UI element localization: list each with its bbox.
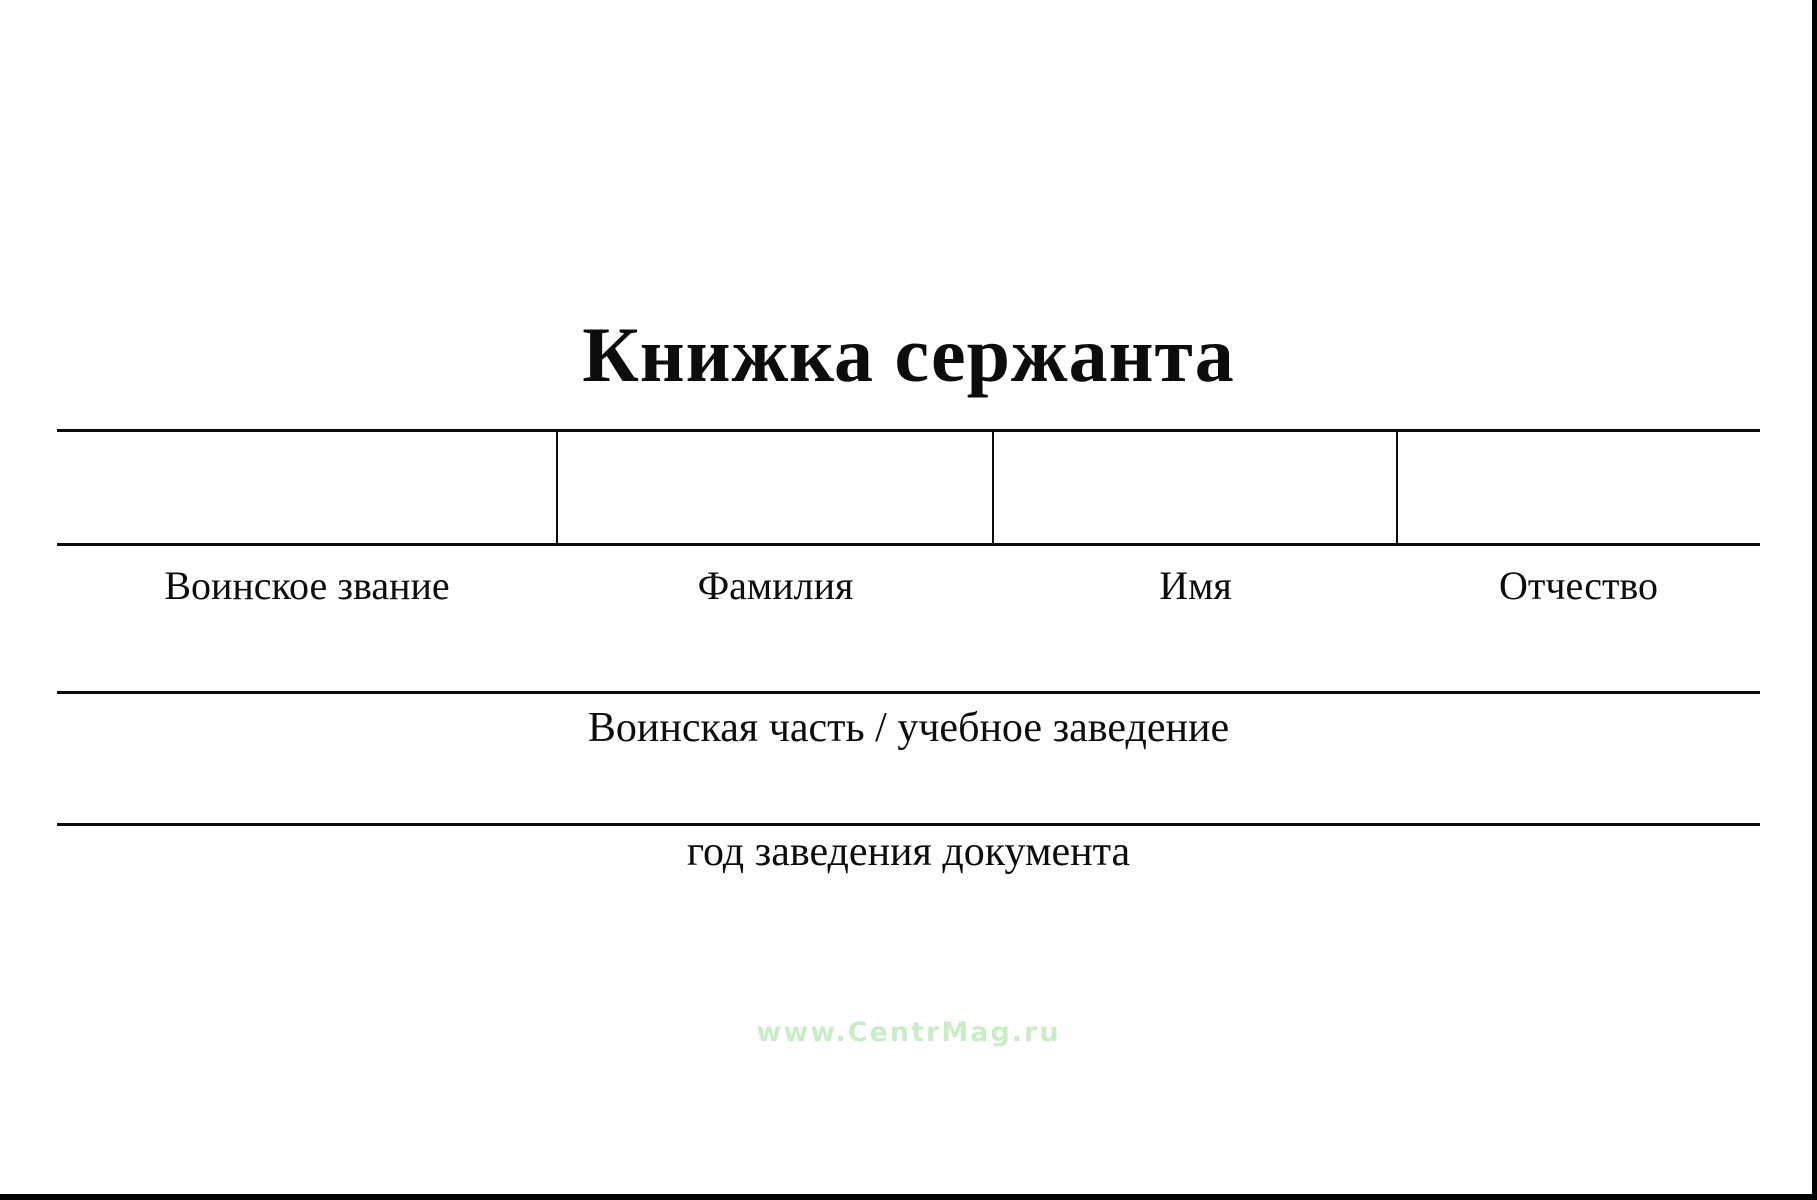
bottom-edge-bar xyxy=(0,1194,1817,1200)
blank-field-military-unit xyxy=(57,618,1760,688)
column-label-patronymic: Отчество xyxy=(1498,563,1659,608)
blank-cell-military-rank xyxy=(57,432,557,543)
watermark-text: www.CentrMag.ru xyxy=(756,1017,1061,1048)
name-table-labels-row xyxy=(57,560,1760,612)
document-year-label: год заведения документа xyxy=(686,829,1131,875)
blank-cell-surname xyxy=(557,432,994,543)
blank-cell-first-name xyxy=(994,432,1397,543)
name-table-blank-row xyxy=(57,432,1760,543)
column-label-first-name: Имя xyxy=(1159,563,1232,608)
column-label-military-rank: Воинское звание xyxy=(164,563,450,608)
military-unit-label: Воинская часть / учебное заведение xyxy=(587,705,1230,751)
column-label-surname: Фамилия xyxy=(697,563,854,608)
blank-field-document-year xyxy=(57,750,1760,820)
document-year-rule xyxy=(57,823,1760,826)
name-table-bottom-rule xyxy=(57,543,1760,546)
right-edge-bar xyxy=(1812,0,1817,1200)
blank-cell-patronymic xyxy=(1397,432,1760,543)
military-unit-rule xyxy=(57,691,1760,694)
page-title: Книжка сержанта xyxy=(582,311,1235,398)
